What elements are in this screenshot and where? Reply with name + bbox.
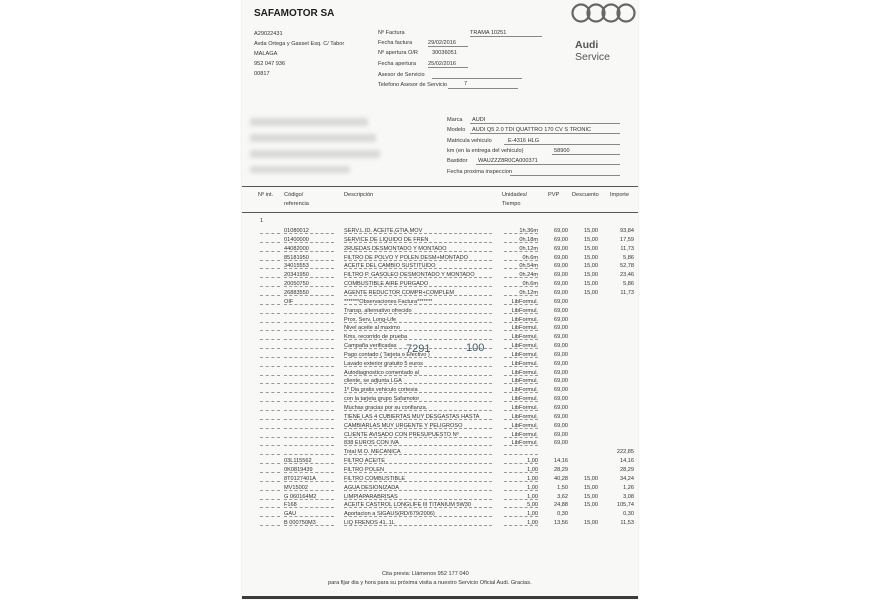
label-vin: Bastidor bbox=[447, 158, 468, 164]
table-row bbox=[242, 281, 638, 290]
cell-discount: 15,00 bbox=[584, 272, 598, 279]
row-guide-line bbox=[260, 401, 280, 402]
row-guide-line bbox=[260, 366, 280, 367]
label-opening-number: Nº apertura O/R bbox=[378, 50, 418, 56]
cell-pvp: 69,00 bbox=[554, 431, 568, 438]
table-row bbox=[242, 325, 638, 334]
row-guide-line bbox=[260, 490, 280, 491]
header-reference: referencia bbox=[284, 201, 309, 207]
table-row bbox=[242, 476, 638, 485]
cell-pvp: 69,00 bbox=[554, 236, 568, 243]
cell-code: 85181950 bbox=[284, 254, 309, 261]
cell-amount: 14,16 bbox=[620, 458, 634, 465]
row-guide-line bbox=[260, 375, 280, 376]
table-row bbox=[242, 290, 638, 299]
label-service-advisor: Asesor de Servicio bbox=[378, 72, 425, 78]
cell-description: Aportacion a SIGAUS(RD/679/2006) bbox=[344, 511, 435, 518]
cell-pvp: 40,28 bbox=[554, 475, 568, 482]
label-opening-date: Fecha apertura bbox=[378, 61, 416, 67]
cell-pvp: 69,00 bbox=[554, 405, 568, 411]
table-row bbox=[242, 361, 638, 370]
cell-units: LibFormul. bbox=[511, 413, 538, 420]
cell-pvp: 1,50 bbox=[557, 484, 568, 491]
underline bbox=[470, 123, 620, 124]
label-invoice-number: Nº Factura bbox=[378, 30, 405, 36]
row-guide-line bbox=[284, 348, 334, 349]
underline bbox=[448, 88, 518, 89]
cell-pvp: 0,30 bbox=[557, 511, 568, 518]
vehicle-make: AUDI bbox=[472, 117, 486, 123]
cell-units: 1,00 bbox=[527, 458, 538, 465]
row-guide-line bbox=[260, 392, 280, 393]
company-address: Avda Ortega y Gasset Esq. C/ Tabor bbox=[254, 41, 345, 47]
cell-amount: 93,84 bbox=[620, 228, 634, 234]
table-row bbox=[242, 520, 638, 529]
table-header bbox=[242, 186, 638, 213]
cell-amount: 1,26 bbox=[623, 484, 634, 491]
row-guide-line bbox=[260, 330, 280, 331]
cell-amount: 11,53 bbox=[620, 520, 634, 527]
cell-description: Lavado exterior gratuito 5 euros bbox=[344, 360, 423, 367]
row-guide-line bbox=[260, 383, 280, 384]
cell-description: FILTRO POLEN bbox=[344, 466, 384, 473]
footer-message: para fijar dia y hora para su próxima visita a nuestro Servicio Oficial Audi. Gracias. bbox=[328, 580, 532, 586]
opening-date: 25/02/2016 bbox=[428, 61, 456, 67]
cell-description: LIQ FRENOS 41..1L bbox=[344, 520, 395, 527]
cell-units: 1h.36m bbox=[519, 228, 538, 234]
row-guide-line bbox=[260, 445, 280, 446]
vehicle-vin: WAUZZZ8R0CA000371 bbox=[478, 158, 538, 164]
cell-description: FILTRO ACEITE bbox=[344, 458, 385, 465]
cell-description: FILTRO COMBUSTIBLE bbox=[344, 475, 406, 482]
redacted-customer-id bbox=[250, 166, 350, 173]
cell-units: 1,00 bbox=[527, 484, 538, 491]
cell-pvp: 69,00 bbox=[554, 413, 568, 420]
cell-code: GAU bbox=[284, 511, 297, 518]
cell-description: ACEITE CASTROL LONGLIFE III TITANIUM 5W30 bbox=[344, 502, 472, 509]
cell-description: FILTRO P. GASOLEO DESMONTADO Y MONTADO bbox=[344, 272, 475, 279]
row-guide-line bbox=[260, 242, 280, 243]
cell-pvp: 24,88 bbox=[554, 502, 568, 509]
row-guide-line bbox=[260, 286, 280, 287]
header-description: Descripción bbox=[344, 192, 374, 198]
row-guide-line bbox=[284, 445, 334, 446]
underline bbox=[432, 78, 522, 79]
row-guide-line bbox=[284, 437, 334, 438]
header-pvp: PVP bbox=[548, 192, 560, 198]
cell-pvp: 69,00 bbox=[554, 228, 568, 234]
company-phone: 952 047 936 bbox=[254, 61, 286, 67]
cell-description: *******Observaciones Factura******* bbox=[344, 298, 433, 305]
header-amount: Importe bbox=[610, 192, 629, 198]
label-km: km (en la entrega del vehiculo) bbox=[447, 148, 524, 154]
cell-pvp: 69,00 bbox=[554, 245, 568, 252]
cell-pvp: 69,00 bbox=[554, 378, 568, 385]
row-guide-line bbox=[260, 339, 280, 340]
cell-code: B 000750M3 bbox=[284, 520, 316, 527]
cell-units: LibFormul. bbox=[511, 387, 538, 394]
row-guide-line bbox=[260, 507, 280, 508]
cell-discount: 15,00 bbox=[584, 281, 598, 288]
cell-discount: 15,00 bbox=[584, 484, 598, 491]
header-code: Código/ bbox=[284, 192, 304, 198]
row-guide-line bbox=[284, 375, 334, 376]
row-guide-line bbox=[260, 322, 280, 323]
row-guide-line bbox=[284, 392, 334, 393]
label-make: Marca bbox=[447, 117, 463, 123]
cell-pvp: 69,00 bbox=[554, 307, 568, 314]
row-guide-line bbox=[260, 419, 280, 420]
header-num: Nº int. bbox=[258, 192, 274, 198]
cell-description: Prox. Serv. Long-Life bbox=[344, 316, 397, 323]
header-units: Unidades/ bbox=[502, 192, 528, 198]
cell-units: LibFormul. bbox=[511, 369, 538, 376]
cell-units: LibFormul. bbox=[511, 360, 538, 367]
cell-description: Campaña verificadas bbox=[344, 343, 397, 350]
cell-units: LibFormul. bbox=[511, 307, 538, 314]
cell-units: 0h.6m bbox=[522, 254, 538, 261]
table-row bbox=[242, 343, 638, 352]
company-city: MALAGA bbox=[254, 51, 278, 57]
cell-description: Kms. recorrido de prueba bbox=[344, 334, 408, 341]
cell-pvp: 69,00 bbox=[554, 254, 568, 261]
row-guide-line bbox=[260, 260, 280, 261]
cell-pvp: 14,16 bbox=[554, 458, 568, 465]
table-row bbox=[242, 352, 638, 361]
table-row bbox=[242, 237, 638, 246]
row-guide-line bbox=[284, 383, 334, 384]
cell-code: G 060164M2 bbox=[284, 493, 317, 500]
line-index: 1 bbox=[260, 218, 264, 224]
cell-discount: 15,00 bbox=[584, 493, 598, 500]
row-guide-line bbox=[284, 322, 334, 323]
cell-description: Transp. alternativo ofrecido bbox=[344, 307, 412, 314]
opening-number: 30036051 bbox=[432, 50, 457, 56]
service-wordmark: Service bbox=[575, 51, 611, 63]
company-code: 00817 bbox=[254, 71, 270, 77]
cell-pvp: 69,00 bbox=[554, 325, 568, 332]
advisor-phone: 7 bbox=[464, 81, 468, 87]
underline bbox=[470, 36, 542, 37]
table-row bbox=[242, 502, 638, 511]
cell-discount: 15,00 bbox=[584, 263, 598, 270]
cell-description: COMBUSTIBLE AIRE PURGADO bbox=[344, 281, 429, 288]
row-guide-line bbox=[260, 277, 280, 278]
cell-amount: 52,78 bbox=[620, 263, 634, 270]
cell-amount: 222,85 bbox=[616, 449, 634, 456]
redacted-customer-address bbox=[250, 134, 376, 142]
audi-rings-logo bbox=[570, 2, 638, 24]
cell-pvp: 69,00 bbox=[554, 289, 568, 296]
cell-units: LibFormul. bbox=[511, 343, 538, 350]
row-guide-line bbox=[284, 401, 334, 402]
cell-description: Total M.O. MECANICA bbox=[344, 449, 401, 456]
table-row bbox=[242, 378, 638, 387]
cell-amount: 23,46 bbox=[620, 272, 634, 279]
table-row bbox=[242, 494, 638, 503]
cell-code: 26883550 bbox=[284, 289, 309, 296]
label-plate: Matricula vehiculo bbox=[447, 138, 492, 144]
cell-amount: 11,73 bbox=[620, 245, 634, 252]
cell-description: SERVICE DE LIQUIDO DE FREN bbox=[344, 236, 429, 243]
table-row bbox=[242, 263, 638, 272]
row-guide-line bbox=[260, 463, 280, 464]
table-row bbox=[242, 396, 638, 405]
cell-units: 0h.12m bbox=[519, 289, 538, 296]
table-row bbox=[242, 308, 638, 317]
row-guide-line bbox=[284, 366, 334, 367]
cell-discount: 15,00 bbox=[584, 228, 598, 234]
cell-code: 03L115562 bbox=[284, 458, 312, 465]
row-guide-line bbox=[284, 410, 334, 411]
row-guide-line bbox=[260, 251, 280, 252]
row-guide-line bbox=[260, 499, 280, 500]
cell-amount: 105,74 bbox=[616, 502, 634, 509]
audi-wordmark: Audi bbox=[575, 39, 599, 51]
cell-description: Muchas gracias por su confianza. bbox=[344, 405, 428, 411]
cell-pvp: 69,00 bbox=[554, 351, 568, 358]
cell-description: Autodiagnostico comentado al bbox=[344, 369, 419, 376]
row-guide-line bbox=[260, 516, 280, 517]
cell-discount: 15,00 bbox=[584, 289, 598, 296]
row-guide-line bbox=[260, 410, 280, 411]
vehicle-plate: E-4316 HLG bbox=[508, 138, 540, 144]
row-guide-line bbox=[284, 313, 334, 314]
label-advisor-phone: Telefono Asesor de Servicio bbox=[378, 82, 448, 88]
invoice-number: TRAMA 10251 bbox=[470, 30, 507, 36]
underline bbox=[552, 154, 620, 155]
cell-pvp: 69,00 bbox=[554, 263, 568, 270]
cell-pvp: 69,00 bbox=[554, 334, 568, 341]
cell-units: 0h.54m bbox=[519, 263, 538, 270]
row-guide-line bbox=[284, 339, 334, 340]
cell-amount: 0,30 bbox=[623, 511, 634, 518]
cell-amount: 5,86 bbox=[623, 254, 634, 261]
overlay-number-right: 100 bbox=[466, 342, 485, 354]
underline bbox=[428, 67, 468, 68]
cell-pvp: 69,00 bbox=[554, 369, 568, 376]
table-row bbox=[242, 423, 638, 432]
cell-code: 8T0127401A bbox=[284, 475, 317, 482]
table-row bbox=[242, 317, 638, 326]
cell-units: 1,00 bbox=[527, 475, 538, 482]
label-invoice-date: Fecha factura bbox=[378, 40, 413, 46]
row-guide-line bbox=[260, 295, 280, 296]
company-cif: A29022431 bbox=[254, 31, 283, 37]
table-row bbox=[242, 440, 638, 449]
table-row bbox=[242, 370, 638, 379]
cell-units: LibFormul. bbox=[511, 440, 538, 447]
overlay-number-left: 7291 bbox=[406, 343, 431, 355]
table-row bbox=[242, 511, 638, 520]
cell-description: AGENTE REDUCTOR COMPR+COMPLEM bbox=[344, 289, 455, 296]
cell-code: F168 bbox=[284, 502, 297, 509]
row-guide-line bbox=[260, 525, 280, 526]
table-row bbox=[242, 405, 638, 414]
redacted-customer-city bbox=[250, 150, 380, 158]
cell-code: 20050750 bbox=[284, 281, 309, 288]
cell-code: 20341950 bbox=[284, 272, 309, 279]
cell-units: 0h.12m bbox=[519, 245, 538, 252]
cell-units: LibFormul. bbox=[511, 351, 538, 358]
cell-description: CAMBIARLAS MUY URGENTE Y PELIGROSO bbox=[344, 422, 463, 429]
table-row bbox=[242, 246, 638, 255]
cell-pvp: 13,56 bbox=[554, 520, 568, 527]
row-guide-line bbox=[260, 428, 280, 429]
cell-code: 01080012 bbox=[284, 228, 309, 234]
row-guide-line bbox=[284, 454, 334, 455]
cell-units: LibFormul. bbox=[511, 396, 538, 403]
bottom-bar bbox=[242, 596, 638, 599]
cell-description: Nivel aceite al maximo bbox=[344, 325, 400, 332]
cell-units: LibFormul. bbox=[511, 431, 538, 438]
cell-units: 5,00 bbox=[527, 502, 538, 509]
underline bbox=[504, 144, 620, 145]
cell-units: 1,00 bbox=[527, 511, 538, 518]
table-row bbox=[242, 414, 638, 423]
cell-code: OIF bbox=[284, 298, 294, 305]
cell-discount: 15,00 bbox=[584, 245, 598, 252]
cell-pvp: 69,00 bbox=[554, 281, 568, 288]
cell-description: 2RUEDAS DESMONTADO Y MONTADO bbox=[344, 245, 447, 252]
cell-units: 0h.18m bbox=[519, 236, 538, 243]
cell-discount: 15,00 bbox=[584, 236, 598, 243]
cell-description: AGUA DESIONIZADA bbox=[344, 484, 400, 491]
table-row bbox=[242, 272, 638, 281]
footer-appointment: Cita previa: Llámenos 952 177 040 bbox=[382, 571, 469, 577]
cell-units: LibFormul. bbox=[511, 405, 538, 411]
cell-description: CLIENTE AVISADO CON PRESUPUESTO Nº bbox=[344, 431, 459, 438]
cell-units: 0h.6m bbox=[522, 281, 538, 288]
cell-pvp: 69,00 bbox=[554, 422, 568, 429]
table-row bbox=[242, 432, 638, 441]
cell-units: LibFormul. bbox=[511, 334, 538, 341]
cell-units: LibFormul. bbox=[511, 422, 538, 429]
cell-units: 1,00 bbox=[527, 466, 538, 473]
row-guide-line bbox=[284, 428, 334, 429]
row-guide-line bbox=[260, 357, 280, 358]
cell-pvp: 69,00 bbox=[554, 440, 568, 447]
vehicle-km: 58900 bbox=[554, 148, 570, 154]
cell-description: 838 EUROS CON IVA bbox=[344, 440, 399, 447]
row-guide-line bbox=[284, 357, 334, 358]
company-name: SAFAMOTOR SA bbox=[254, 8, 335, 19]
cell-code: 0K0819439 bbox=[284, 466, 313, 473]
table-row bbox=[242, 387, 638, 396]
cell-pvp: 69,00 bbox=[554, 396, 568, 403]
cell-description: FILTRO DE POLVO Y POLEN DESM+MONTADO bbox=[344, 254, 468, 261]
header-discount: Descuento bbox=[572, 192, 599, 198]
cell-amount: 17,59 bbox=[620, 236, 634, 243]
row-guide-line bbox=[260, 472, 280, 473]
cell-description: Pago contado ( Tarjeta o Efectivo ) bbox=[344, 351, 430, 358]
cell-amount: 28,29 bbox=[620, 466, 634, 473]
cell-pvp: 28,29 bbox=[554, 466, 568, 473]
cell-pvp: 69,00 bbox=[554, 298, 568, 305]
table-row bbox=[242, 467, 638, 476]
table-row bbox=[242, 334, 638, 343]
table-row bbox=[242, 255, 638, 264]
table-row bbox=[242, 228, 638, 237]
redacted-customer-name bbox=[250, 118, 368, 126]
cell-description: 1º Dia gratis vehiculo cortesia bbox=[344, 387, 418, 394]
invoice-date: 29/02/2016 bbox=[428, 40, 456, 46]
cell-pvp: 69,00 bbox=[554, 272, 568, 279]
underline bbox=[510, 175, 620, 176]
row-guide-line bbox=[260, 268, 280, 269]
row-guide-line bbox=[260, 454, 280, 455]
cell-amount: 3,08 bbox=[623, 493, 634, 500]
row-guide-line bbox=[260, 437, 280, 438]
row-guide-line bbox=[284, 330, 334, 331]
cell-description: TIENE LAS 4 CUBIERTAS MUY DESGASTAS HASTA bbox=[344, 413, 480, 420]
underline bbox=[476, 164, 620, 165]
underline bbox=[428, 46, 468, 47]
cell-units: 0h.24m bbox=[519, 272, 538, 279]
cell-code: 34015553 bbox=[284, 263, 309, 270]
cell-code: 01400000 bbox=[284, 236, 309, 243]
cell-units: 1,00 bbox=[527, 520, 538, 527]
cell-discount: 15,00 bbox=[584, 254, 598, 261]
row-guide-line bbox=[260, 233, 280, 234]
table-row bbox=[242, 299, 638, 308]
row-guide-line bbox=[260, 348, 280, 349]
cell-discount: 15,00 bbox=[584, 502, 598, 509]
header-time: Tiempo bbox=[502, 201, 521, 207]
cell-units: 1,00 bbox=[527, 493, 538, 500]
cell-code: MV15002 bbox=[284, 484, 308, 491]
cell-discount: 15,00 bbox=[584, 475, 598, 482]
table-row bbox=[242, 449, 638, 458]
cell-description: ACEITE DEL CAMBIO SUSTITUIDO bbox=[344, 263, 436, 270]
cell-description: LIMPIAPARABRISAS bbox=[344, 493, 398, 500]
label-model: Modelo bbox=[447, 127, 466, 133]
row-guide-line bbox=[260, 304, 280, 305]
row-guide-line bbox=[260, 481, 280, 482]
vehicle-model: AUDI Q5 2.0 TDI QUATTRO 170 CV S TRONIC bbox=[472, 127, 592, 133]
cell-units: LibFormul. bbox=[511, 316, 538, 323]
cell-description: SERV.L.ID. ACEITE,GTIA,MOV bbox=[344, 228, 423, 234]
table-row bbox=[242, 458, 638, 467]
cell-discount: 15,00 bbox=[584, 520, 598, 527]
underline bbox=[470, 133, 620, 134]
cell-pvp: 69,00 bbox=[554, 316, 568, 323]
cell-pvp: 3,62 bbox=[557, 493, 568, 500]
label-next-inspection: Fecha proxima inspeccion bbox=[447, 169, 512, 175]
cell-pvp: 69,00 bbox=[554, 387, 568, 394]
cell-description: cliente, se adjunta LGA bbox=[344, 378, 402, 385]
row-guide-line bbox=[504, 454, 538, 455]
row-guide-line bbox=[260, 313, 280, 314]
cell-pvp: 69,00 bbox=[554, 343, 568, 350]
cell-units: LibFormul. bbox=[511, 298, 538, 305]
cell-units: LibFormul. bbox=[511, 325, 538, 332]
row-guide-line bbox=[284, 419, 334, 420]
cell-amount: 34,24 bbox=[620, 475, 634, 482]
cell-units: LibFormul. bbox=[511, 378, 538, 385]
cell-amount: 5,86 bbox=[623, 281, 634, 288]
cell-description: con la tarjeta grupo Safamotor bbox=[344, 396, 420, 403]
table-row bbox=[242, 485, 638, 494]
invoice-page bbox=[242, 0, 638, 600]
cell-amount: 11,73 bbox=[620, 289, 634, 296]
cell-code: 44082000 bbox=[284, 245, 309, 252]
cell-pvp: 69,00 bbox=[554, 360, 568, 367]
